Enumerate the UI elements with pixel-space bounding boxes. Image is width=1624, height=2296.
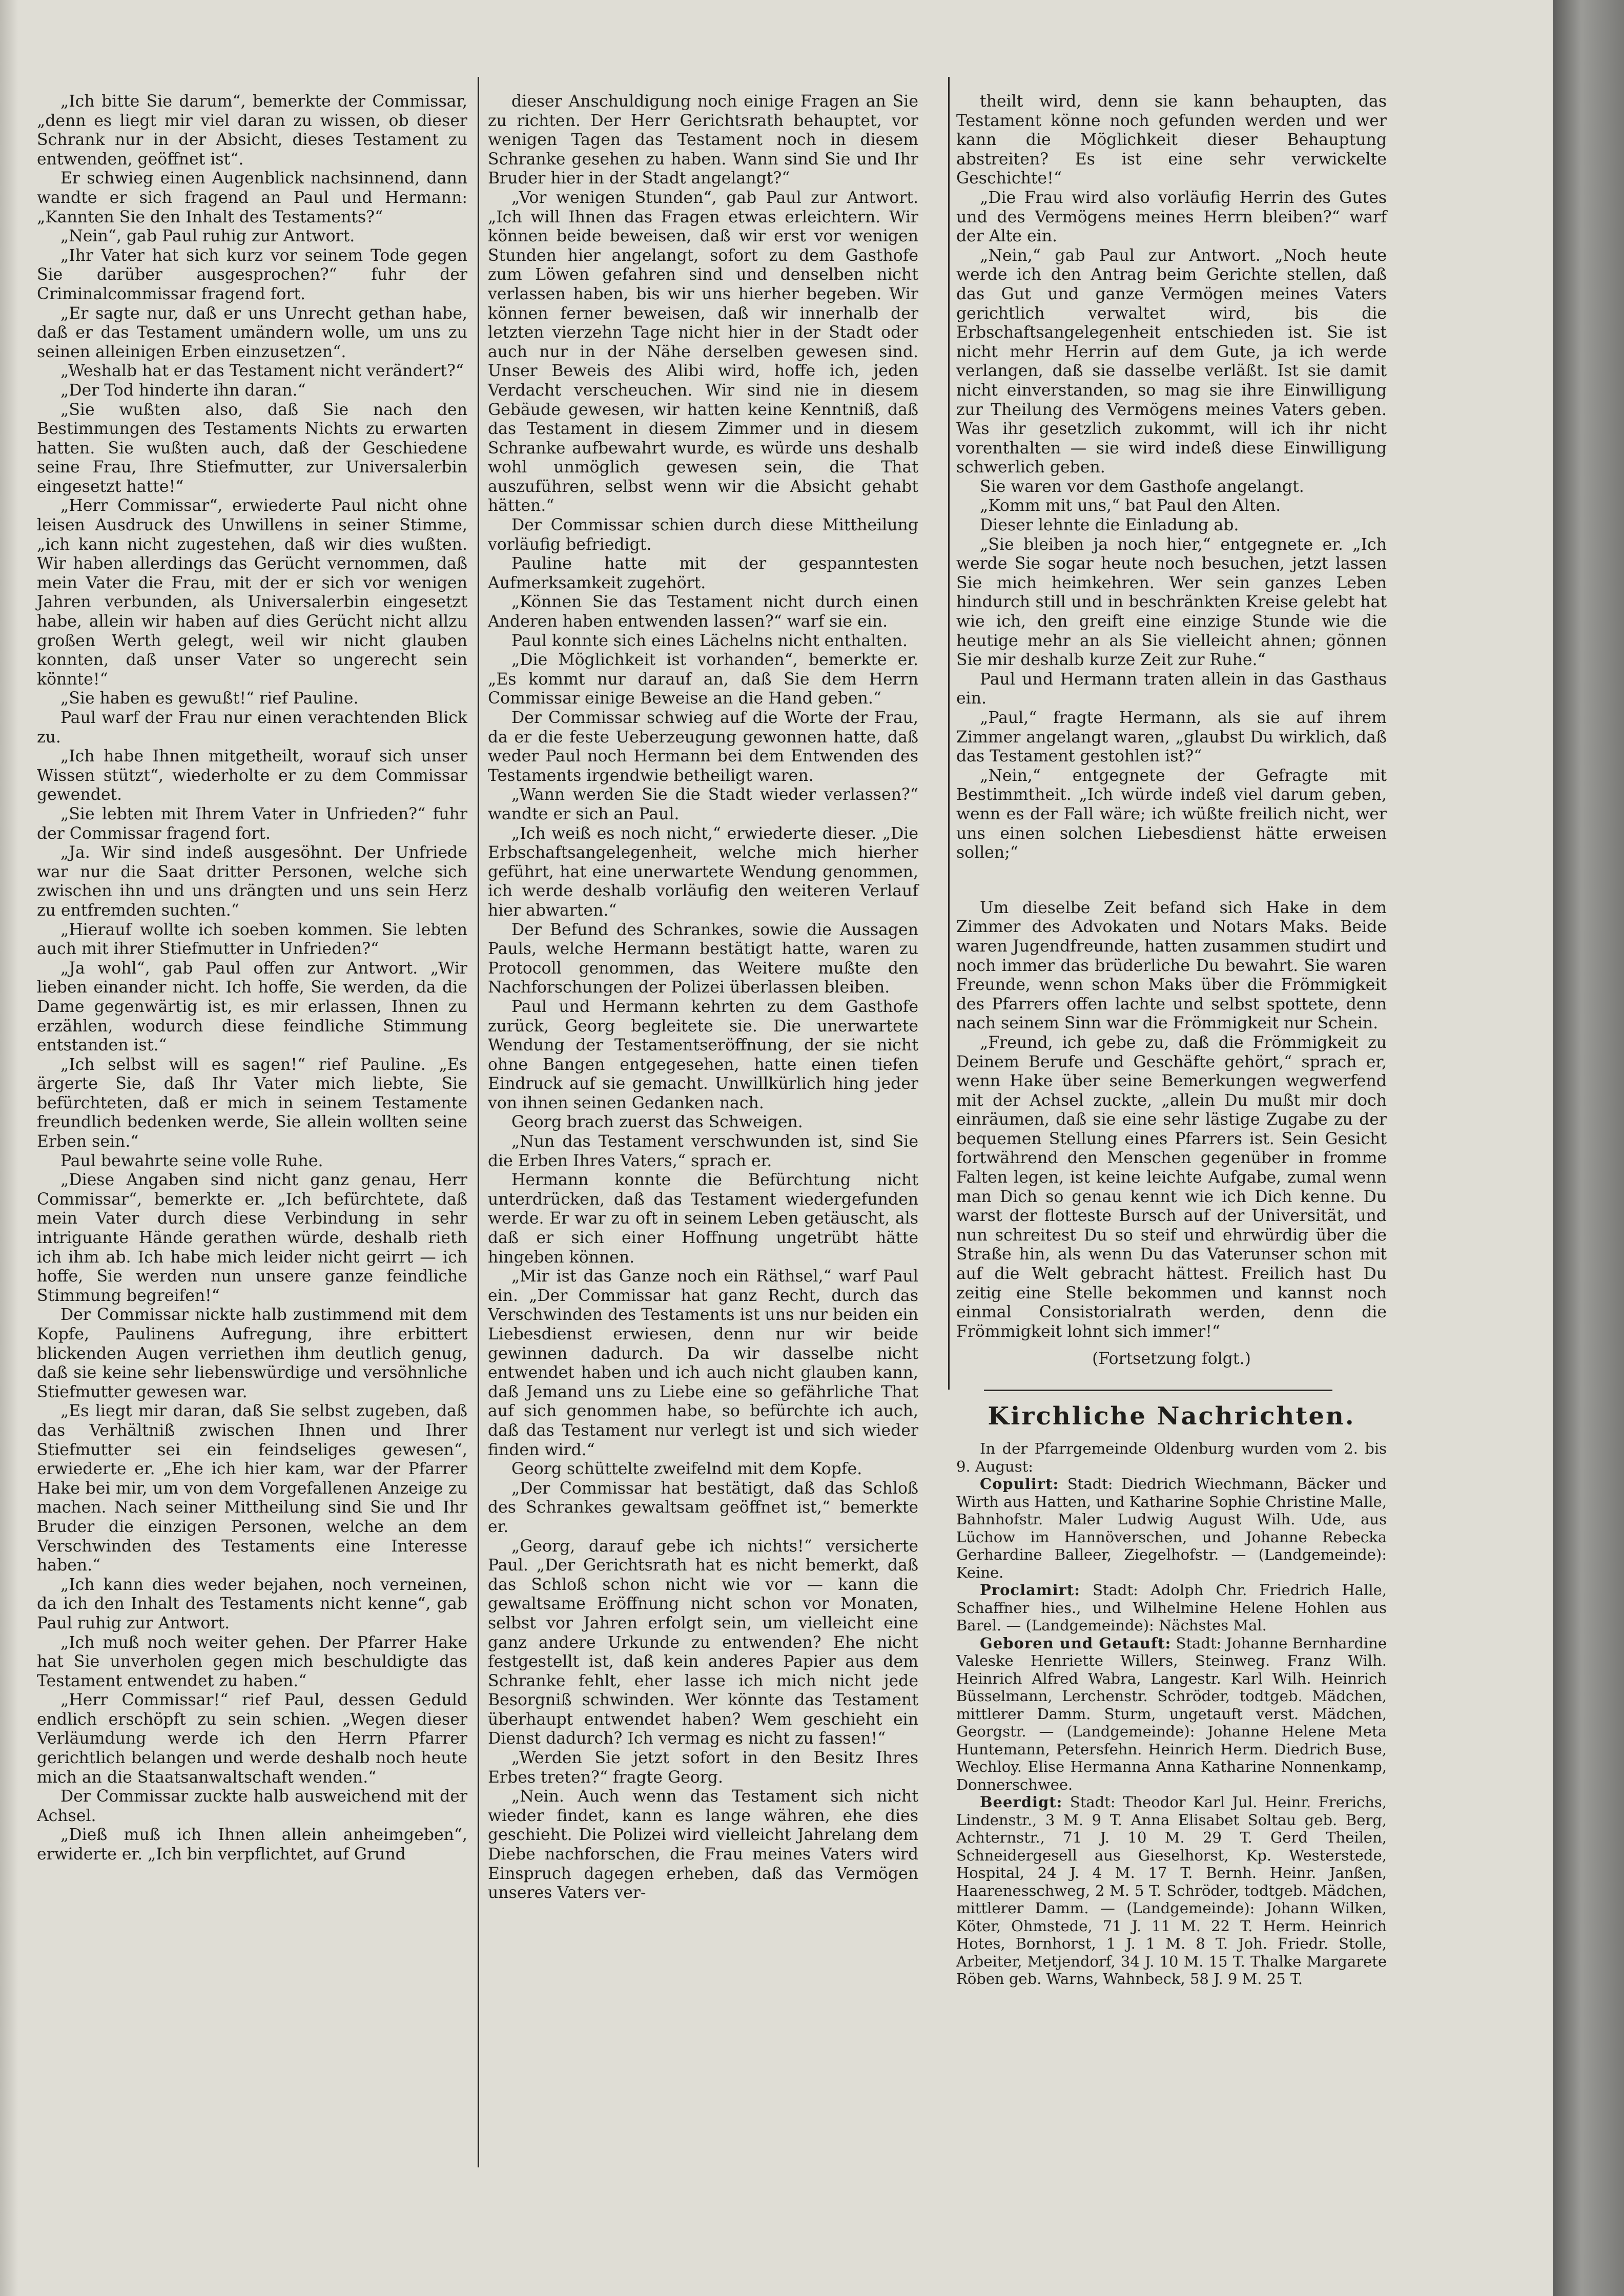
- article-paragraph: „Können Sie das Testament nicht durch einen Anderen haben entwenden lassen?“ warf sie ein.: [488, 593, 918, 631]
- church-news-text: Stadt: Adolph Chr. Friedrich Halle, Schaffner hies., und Wilhelmine Helene Hohlen aus Barel. — (Landgemeinde): Nächstes Mal.: [956, 1581, 1387, 1634]
- article-paragraph: Dieser lehnte die Einladung ab.: [980, 516, 1239, 535]
- church-news-body: [956, 1440, 1387, 1988]
- article-paragraph: „Wann werden Sie die Stadt wieder verlassen?“ wandte er sich an Paul.: [488, 785, 918, 823]
- article-paragraph: „Diese Angaben sind nicht ganz genau, Herr Commissar“, bemerkte er. „Ich befürchtete, daß mein Vater durch diese Verbindung in sehr intriguante Hände gerathen würde, deshalb rieth ich ihm ab. Ich habe mich leider nicht geirrt — ich hoffe, Sie werden nun unsere ganze feindliche Stimmung begreifen!“: [37, 1171, 467, 1305]
- article-paragraph: „Herr Commissar“, erwiederte Paul nicht ohne leisen Ausdruck des Unwillens in seiner Stimme, „ich kann nicht zugestehen, daß wir dies wußten. Wir haben allerdings das Gerücht vernommen, daß mein Vater die Frau, mit der er sich vor wenigen Jahren verbunden, als Universalerbin eingesetzt habe, allein wir haben auf dies Gerücht nicht allzu großen Werth gelegt, weil wir nicht glauben konnten, daß unser Vater so ungerecht sein könnte!“: [37, 497, 467, 689]
- church-news-entry: [956, 1635, 1387, 1794]
- church-news-intro: In der Pfarrgemeinde Oldenburg wurden vom 2. bis 9. August:: [956, 1440, 1387, 1475]
- church-news-text: Stadt: Diedrich Wiechmann, Bäcker und Wirth aus Hatten, und Katharine Sophie Christine Malle, Bahnhofstr. Maler Ludwig August Wilh. Ude, aus Lüchow im Hannöverschen, und Johanne Rebecka Gerhardine Balleer, Ziegelhofstr. — (Landgemeinde): Keine.: [956, 1475, 1387, 1581]
- column-rule-right: [948, 77, 950, 1390]
- church-news-label: Geboren und Getauft:: [980, 1634, 1171, 1652]
- article-paragraph: Um dieselbe Zeit befand sich Hake in dem Zimmer des Advokaten und Notars Maks. Beide waren Jugendfreunde, hatten zusammen studirt und noch immer das brüderliche Du bewahrt. Sie waren Freunde, wenn schon Maks über die Frömmigkeit des Pfarrers offen lachte und selbst spottete, denn nach seinem Sinn war die Frömmigkeit nur Schein.: [956, 898, 1387, 1033]
- church-news-text: Stadt: Theodor Karl Jul. Heinr. Frerichs, Lindenstr., 3 M. 9 T. Anna Elisabet Soltau geb. Berg, Achternstr., 71 J. 10 M. 29 T. Gerd Theilen, Schneidergesell aus Gieselhorst, Kp. Westerstede, Hospital, 24 J. 4 M. 17 T. Bernh. Heinr. Janßen, Haarenesschweg, 2 M. 5 T. Schröder, todtgeb. Mädchen, mittlerer Damm. — (Landgemeinde): Johann Wilken, Köter, Ohmstede, 71 J. 11 M. 22 T. Herm. Heinrich Hotes, Bornhorst, 1 J. 1 M. 8 T. Joh. Friedr. Stolle, Arbeiter, Metjendorf, 34 J. 10 M. 15 T. Thalke Margarete Röben geb. Warns, Wahnbeck, 58 J. 9 M. 25 T.: [956, 1793, 1387, 1988]
- article-paragraph: „Nein. Auch wenn das Testament sich nicht wieder findet, kann es lange währen, ehe dies geschieht. Die Polizei wird vielleicht Jahrelang dem Diebe nachforschen, die Frau meines Vaters wird Einspruch dagegen erheben, daß das Vermögen unseres Vaters ver-: [488, 1787, 918, 1902]
- church-news-label: Copulirt:: [980, 1475, 1059, 1493]
- church-news-text: Stadt: Johanne Bernhardine Valeske Henriette Willers, Steinweg. Franz Wilh. Heinrich Alfred Wabra, Langestr. Karl Wilh. Heinrich Büsselmann, Lerchenstr. Schröder, todtgeb. Mädchen, mittlerer Damm. Sturm, ungetauft verst. Mädchen, Georgstr. — (Landgemeinde): Johanne Helene Meta Huntemann, Petersfehn. Heinrich Herm. Diedrich Buse, Wechloy. Elise Hermanna Anna Katharine Nonnenkamp, Donnerschwee.: [956, 1634, 1387, 1793]
- article-paragraph: theilt wird, denn sie kann behaupten, das Testament könne noch gefunden werden und wer kann die Möglichkeit dieser Behauptung abstreiten? Es ist eine sehr verwickelte Geschichte!“: [956, 92, 1387, 188]
- article-column-2: [488, 92, 918, 1903]
- article-paragraph: Paul warf der Frau nur einen verachtenden Blick zu.: [37, 709, 467, 747]
- article-paragraph: Georg brach zuerst das Schweigen.: [511, 1113, 803, 1132]
- article-paragraph: Paul bewahrte seine volle Ruhe.: [60, 1151, 323, 1170]
- article-paragraph: „Herr Commissar!“ rief Paul, dessen Geduld endlich erschöpft zu sein schien. „Wegen dieser Verläumdung werde ich den Herrn Pfarrer gerichtlich belangen und werde deshalb noch heute mich an die Staatsanwaltschaft wenden.“: [37, 1691, 467, 1787]
- article-paragraph: Der Commissar schien durch diese Mittheilung vorläufig befriedigt.: [488, 516, 918, 554]
- article-paragraph: „Nun das Testament verschwunden ist, sind Sie die Erben Ihres Vaters,“ sprach er.: [488, 1132, 918, 1170]
- article-paragraph: Hermann konnte die Befürchtung nicht unterdrücken, daß das Testament wiedergefunden werde. Er war zu oft in seinem Leben getäuscht, als daß er sich einer Hoffnung ungetrübt hätte hingeben können.: [488, 1171, 918, 1267]
- article-paragraph: „Ich kann dies weder bejahen, noch verneinen, da ich den Inhalt des Testaments nicht kenne“, gab Paul ruhig zur Antwort.: [37, 1575, 467, 1632]
- article-paragraph: „Sie lebten mit Ihrem Vater in Unfrieden?“ fuhr der Commissar fragend fort.: [37, 804, 467, 843]
- article-paragraph: „Die Möglichkeit ist vorhanden“, bemerkte er. „Es kommt nur darauf an, daß Sie dem Herrn Commissar einige Beweise an die Hand geben.“: [488, 651, 918, 708]
- article-paragraph: Der Commissar schwieg auf die Worte der Frau, da er die feste Ueberzeugung gewonnen hatte, daß weder Paul noch Hermann bei dem Entwenden des Testaments irgendwie betheiligt waren.: [488, 709, 918, 785]
- article-paragraph: „Die Frau wird also vorläufig Herrin des Gutes und des Vermögens meines Herrn bleiben?“ warf der Alte ein.: [956, 188, 1387, 246]
- continued-note: (Fortsetzung folgt.): [1092, 1350, 1251, 1369]
- article-paragraph: „Er sagte nur, daß er uns Unrecht gethan habe, daß er das Testament umändern wolle, um uns zu seinen alleinigen Erben einzusetzen“.: [37, 304, 467, 361]
- article-paragraph: „Der Commissar hat bestätigt, daß das Schloß des Schrankes gewaltsam geöffnet ist,“ bemerkte er.: [488, 1479, 918, 1536]
- article-paragraph: Der Commissar nickte halb zustimmend mit dem Kopfe, Paulinens Aufregung, ihre erbittert blickenden Augen verriethen ihm deutlich genug, daß sie keine sehr liebenswürdige und versöhnliche Stiefmutter gewesen war.: [37, 1306, 467, 1401]
- article-paragraph: Der Commissar zuckte halb ausweichend mit der Achsel.: [37, 1787, 467, 1825]
- article-paragraph: „Nein“, gab Paul ruhig zur Antwort.: [60, 227, 355, 246]
- scan-background-edge: [1553, 0, 1624, 2296]
- church-news-entry: [956, 1475, 1387, 1581]
- church-news-entry: [956, 1581, 1387, 1635]
- article-paragraph: Paul und Hermann traten allein in das Gasthaus ein.: [956, 670, 1387, 708]
- article-paragraph: „Paul,“ fragte Hermann, als sie auf ihrem Zimmer angelangt waren, „glaubst Du wirklich, daß das Testament gestohlen ist?“: [956, 709, 1387, 766]
- article-paragraph: „Hierauf wollte ich soeben kommen. Sie lebten auch mit ihrer Stiefmutter in Unfrieden?“: [37, 920, 467, 959]
- article-paragraph: „Ihr Vater hat sich kurz vor seinem Tode gegen Sie darüber ausgesprochen?“ fuhr der Criminalcommissar fragend fort.: [37, 246, 467, 303]
- article-paragraph: „Der Tod hinderte ihn daran.“: [60, 381, 306, 400]
- church-news-entry: [956, 1793, 1387, 1988]
- article-paragraph: „Weshalb hat er das Testament nicht verändert?“: [60, 362, 464, 381]
- section-separator: [984, 1390, 1332, 1391]
- article-paragraph: Paul und Hermann kehrten zu dem Gasthofe zurück, Georg begleitete sie. Die unerwartete Wendung der Testamentseröffnung, der sie nicht ohne Bangen entgegesehen, hatte einen tiefen Eindruck auf sie gemacht. Unwillkürlich hing jeder von ihnen seinen Gedanken nach.: [488, 997, 918, 1112]
- article-paragraph: „Mir ist das Ganze noch ein Räthsel,“ warf Paul ein. „Der Commissar hat ganz Recht, durch das Verschwinden des Testaments ist uns nur beiden ein Liebesdienst erwiesen, denn nur wir beide gewinnen dadurch. Da wir dasselbe nicht entwendet haben und ich auch nicht glauben kann, daß Jemand uns zu Liebe eine so gefährliche That auf sich genommen habe, so befürchte ich auch, daß das Testament nur verlegt ist und sich wieder finden wird.“: [488, 1267, 918, 1459]
- article-paragraph: „Ich weiß es noch nicht,“ erwiederte dieser. „Die Erbschaftsangelegenheit, welche mich hierher geführt, hat eine unerwartete Wendung genommen, ich werde deshalb vorläufig den weiteren Verlauf hier abwarten.“: [488, 824, 918, 920]
- article-paragraph: „Vor wenigen Stunden“, gab Paul zur Antwort. „Ich will Ihnen das Fragen etwas erleichtern. Wir können beide beweisen, daß wir erst vor wenigen Stunden hier angelangt, sofort zu dem Gasthofe zum Löwen gefahren sind und denselben nicht verlassen haben, bis wir uns hierher begeben. Wir können ferner beweisen, daß wir innerhalb der letzten vierzehn Tage nicht hier in der Stadt oder auch nur in der Nähe derselben gewesen sind. Unser Beweis des Alibi wird, hoffe ich, jeden Verdacht verscheuchen. Wir sind nie in diesem Gebäude gewesen, wir hatten keine Kenntniß, daß das Testament in diesem Zimmer und in diesem Schranke aufbewahrt wurde, es würde uns deshalb wohl unmöglich gewesen sein, die That auszuführen, selbst wenn wir die Absicht gehabt hätten.“: [488, 188, 918, 515]
- article-paragraph: Paul konnte sich eines Lächelns nicht enthalten.: [511, 631, 908, 650]
- church-news-title: Kirchliche Nachrichten.: [988, 1402, 1355, 1431]
- article-paragraph: „Sie bleiben ja noch hier,“ entgegnete er. „Ich werde Sie sogar heute noch besuchen, jetzt lassen Sie mich heimkehren. Wer sein ganzes Leben hindurch still und in beschränkten Kreise gelebt hat wie ich, den greift eine einzige Stunde wie die heutige mehr an als Sie vielleicht ahnen; gönnen Sie mir deshalb kurze Zeit zur Ruhe.“: [956, 535, 1387, 670]
- article-paragraph: „Dieß muß ich Ihnen allein anheimgeben“, erwiderte er. „Ich bin verpflichtet, auf Grund: [37, 1826, 467, 1864]
- article-paragraph: „Ja wohl“, gab Paul offen zur Antwort. „Wir lieben einander nicht. Ich hoffe, Sie werden, da die Dame gegenwärtig ist, es mir erlassen, Ihnen zu erzählen, wodurch diese feindliche Stimmung entstanden ist.“: [37, 959, 467, 1055]
- article-paragraph: „Sie haben es gewußt!“ rief Pauline.: [60, 689, 359, 708]
- article-paragraph: „Es liegt mir daran, daß Sie selbst zugeben, daß das Verhältniß zwischen Ihnen und Ihrer Stiefmutter sei ein feindseliges gewesen“, erwiederte er. „Ehe ich hier kam, war der Pfarrer Hake bei mir, um von dem Vorgefallenen Anzeige zu machen. Nach seiner Mittheilung sind Sie und Ihr Bruder die einzigen Personen, welche an dem Verschwinden des Testaments eine Interesse haben.“: [37, 1402, 467, 1575]
- article-paragraph: „Ich habe Ihnen mitgetheilt, worauf sich unser Wissen stützt“, wiederholte er zu dem Commissar gewendet.: [37, 747, 467, 804]
- article-paragraph: Sie waren vor dem Gasthofe angelangt.: [980, 477, 1304, 496]
- article-paragraph: „Georg, darauf gebe ich nichts!“ versicherte Paul. „Der Gerichtsrath hat es nicht bemerkt, daß das Schloß schon nicht wie vor — kann die gewaltsame Eröffnung nicht schon vor Monaten, selbst vor Jahren erfolgt sein, um vielleicht eine ganz andere Urkunde zu entwenden? Ehe nicht festgestellt ist, daß kein anderes Papier aus dem Schranke fehlt, eher lasse ich mich nicht jede Besorgniß schwinden. Wer könnte das Testament überhaupt entwendet haben? Wem geschieht ein Dienst dadurch? Ich vermag es nicht zu fassen!“: [488, 1537, 918, 1748]
- article-paragraph: Er schwieg einen Augenblick nachsinnend, dann wandte er sich fragend an Paul und Hermann: „Kannten Sie den Inhalt des Testaments?“: [37, 169, 467, 226]
- article-paragraph: „Ich selbst will es sagen!“ rief Pauline. „Es ärgerte Sie, daß Ihr Vater mich liebte, Sie befürchteten, daß er mich in seinem Testamente freundlich bedenken werde, Sie allein wollten seine Erben sein.“: [37, 1055, 467, 1151]
- article-paragraph: „Freund, ich gebe zu, daß die Frömmigkeit zu Deinem Berufe und Geschäfte gehört,“ sprach er, wenn Hake über seine Bemerkungen wegwerfend mit der Achsel zuckte, „allein Du mußt mir doch einräumen, daß sie eine sehr lästige Zugabe zu der bequemen Stellung eines Pfarrers ist. Sein Gesicht fortwährend den Menschen gegenüber in fromme Falten legen, ist keine leichte Aufgabe, zumal wenn man Dich so genau kennt wie ich Dich kenne. Du warst der flotteste Bursch auf der Universität, und nun schreitest Du so steif und ehrwürdig über die Straße hin, als wenn Du das Vaterunser schon mit auf die Welt gebracht hättest. Freilich hast Du zeitig eine Stelle bekommen und kannst noch einmal Consistorialrath werden, denn die Frömmigkeit lohnt sich immer!“: [956, 1033, 1387, 1341]
- column-rule-left: [478, 77, 479, 2167]
- article-paragraph: „Ich bitte Sie darum“, bemerkte der Commissar, „denn es liegt mir viel daran zu wissen, ob dieser Schrank nur in der Absicht, dieses Testament zu entwenden, geöffnet ist“.: [37, 92, 467, 169]
- article-paragraph: Georg schüttelte zweifelnd mit dem Kopfe.: [511, 1460, 862, 1479]
- article-column-3: [956, 92, 1387, 1369]
- church-news-section: [956, 1390, 1387, 1988]
- article-paragraph: „Komm mit uns,“ bat Paul den Alten.: [980, 497, 1281, 515]
- article-paragraph: Der Befund des Schrankes, sowie die Aussagen Pauls, welche Hermann bestätigt hatte, waren zu Protocoll genommen, das Weitere mußte den Nachforschungen der Polizei überlassen bleiben.: [488, 920, 918, 997]
- article-paragraph: „Werden Sie jetzt sofort in den Besitz Ihres Erbes treten?“ fragte Georg.: [488, 1749, 918, 1787]
- article-paragraph: dieser Anschuldigung noch einige Fragen an Sie zu richten. Der Herr Gerichtsrath behauptet, vor wenigen Tagen das Testament noch in diesem Schranke gesehen zu haben. Wann sind Sie und Ihr Bruder hier in der Stadt angelangt?“: [488, 92, 918, 188]
- article-paragraph: „Ich muß noch weiter gehen. Der Pfarrer Hake hat Sie unverholen gegen mich beschuldigte das Testament entwendet zu haben.“: [37, 1633, 467, 1690]
- article-paragraph: Pauline hatte mit der gespanntesten Aufmerksamkeit zugehört.: [488, 554, 918, 592]
- article-paragraph: „Nein,“ entgegnete der Gefragte mit Bestimmtheit. „Ich würde indeß viel darum geben, wenn es der Fall wäre; ich wüßte freilich nicht, wer uns einen solchen Liebesdienst hätte erweisen sollen;“: [956, 766, 1387, 862]
- article-paragraph: „Nein,“ gab Paul zur Antwort. „Noch heute werde ich den Antrag beim Gerichte stellen, daß das Gut und ganze Vermögen meines Vaters gerichtlich verwaltet wird, bis die Erbschaftsangelegenheit entschieden ist. Sie ist nicht mehr Herrin auf dem Gute, ja ich werde verlangen, daß sie dasselbe verläßt. Ist sie damit nicht einverstanden, so mag sie ihre Einwilligung zur Theilung des Vermögens meines Vaters geben. Was ihr gesetzlich zukommt, will ich ihr nicht vorenthalten — sie wird indeß diese Einwilligung schwerlich geben.: [956, 246, 1387, 477]
- church-news-label: Beerdigt:: [980, 1793, 1063, 1811]
- church-news-label: Proclamirt:: [980, 1581, 1080, 1599]
- article-column-1: [37, 92, 467, 1865]
- article-paragraph: „Ja. Wir sind indeß ausgesöhnt. Der Unfriede war nur die Saat dritter Personen, welche sich zwischen ihn und uns drängten und uns sein Herz zu entfremden suchten.“: [37, 843, 467, 920]
- article-paragraph: „Sie wußten also, daß Sie nach den Bestimmungen des Testaments Nichts zu erwarten hatten. Sie wußten auch, daß der Geschiedene seine Frau, Ihre Stiefmutter, zur Universalerbin eingesetzt hatte!“: [37, 400, 467, 496]
